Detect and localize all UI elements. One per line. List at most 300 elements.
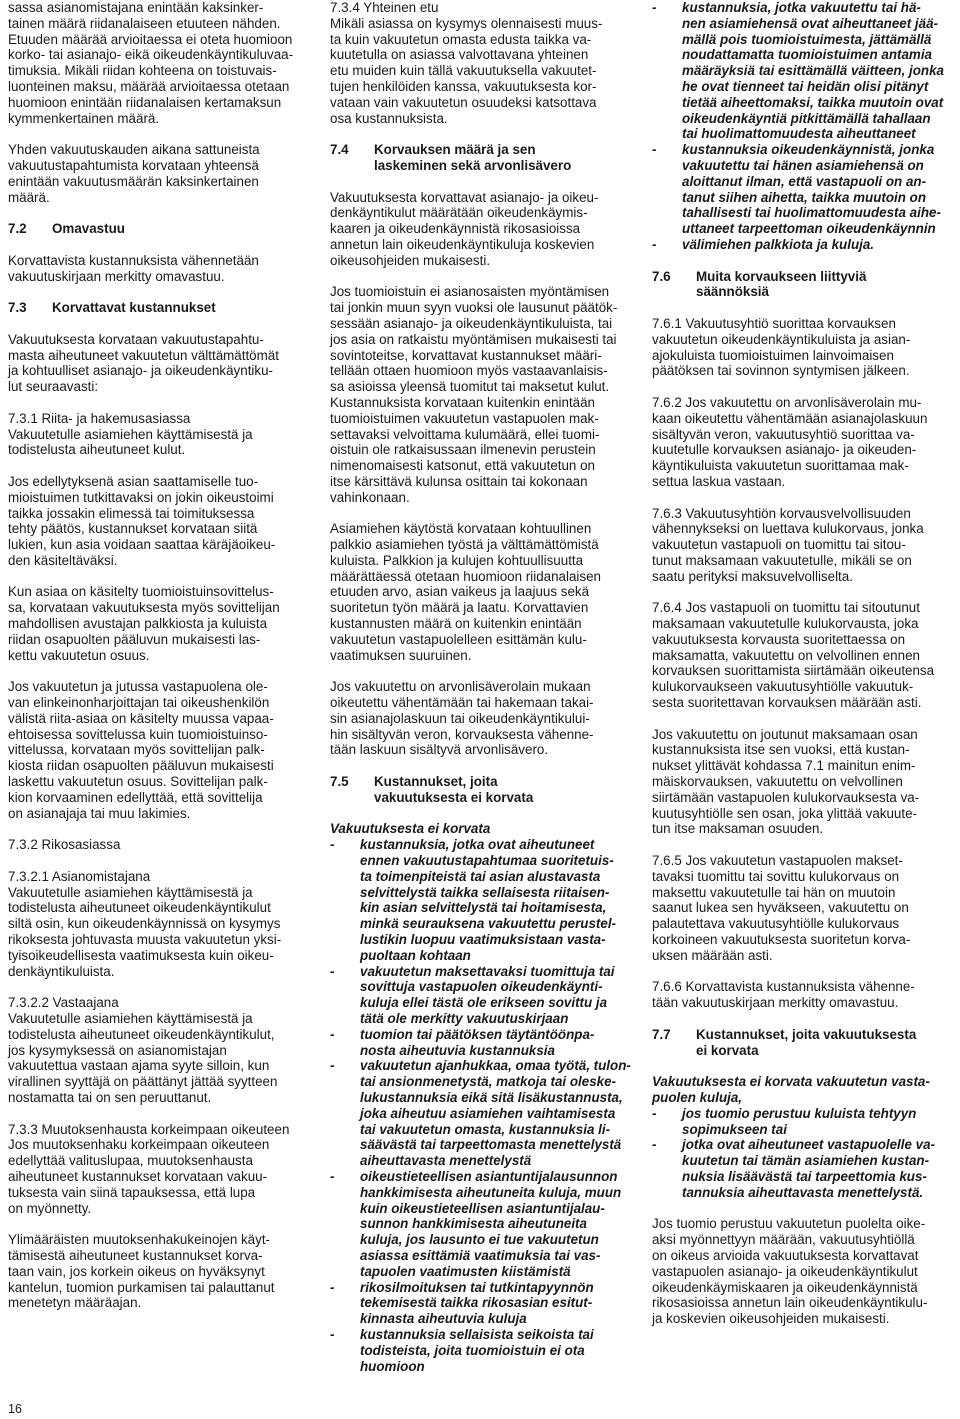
paragraph — [652, 853, 956, 964]
list-item — [652, 0, 956, 142]
text-line: tyisoikeudellisesta vaatimuksesta kuin oikeu- — [8, 947, 274, 963]
paragraph — [652, 1216, 956, 1327]
text-line: tai vakuutetun omasta, kustannuksia li- — [360, 1121, 611, 1137]
text-line: sa, korvataan vakuutuksesta myös sovittelijan — [8, 600, 280, 616]
section-number: 7.4 — [330, 142, 349, 158]
text-line: tahallisesti tai huolimattomuudesta aihe- — [682, 205, 941, 221]
text-line: vakuutetun oikeudenkäyntikuluista ja asian- — [652, 331, 911, 347]
opponent-cost-list — [652, 1106, 956, 1201]
text-line: maksettu vakuutetulle tai hän on muutoin — [652, 884, 896, 900]
text-line: tämisestä aiheutuneet kustannukset korva- — [8, 1247, 263, 1263]
text-line: Asiamiehen käytöstä korvataan kohtuullinen — [330, 521, 592, 537]
text-line: 7.6.1 Vakuutusyhtiö suorittaa korvauksen — [652, 315, 896, 331]
section-title — [374, 142, 571, 174]
text-line: tietää aiheettomaksi, taikka muutoin ovat — [682, 94, 944, 110]
text-line: kuluja, jos lausunto ei tue vakuutetun — [360, 1232, 599, 1248]
text-line: sassa asianomistajana enintään kaksinker- — [8, 0, 264, 15]
text-line: tellään ottaen huomioon myös vastaavanlaisis- — [330, 363, 608, 379]
text-line: 7.3.2.1 Asianomistajana — [8, 868, 151, 884]
text-line: ja koskevien oikeusohjeiden mukaisesti. — [652, 1311, 890, 1327]
text-line: todistelusta aiheutuneet kulut. — [8, 442, 186, 458]
paragraph — [8, 142, 306, 205]
text-line: Etuuden määrää arvioitaessa ei oteta huomioon — [8, 31, 293, 47]
list-item — [330, 1058, 632, 1169]
text-line: kustannuksia, jotka ovat aiheutuneet — [360, 837, 595, 853]
text-line: todisteista, joita tuomioistuin ei ota — [360, 1342, 585, 1358]
paragraph — [652, 979, 956, 1011]
paragraph — [330, 521, 632, 663]
dash-bullet: - — [330, 837, 335, 853]
text-line: tannuksia aiheuttavasta menettelystä. — [682, 1184, 924, 1200]
text-line: huomioon — [360, 1358, 425, 1374]
list-item-text — [360, 1027, 632, 1059]
text-line: jotka ovat aiheutuneet vastapuolelle va- — [682, 1137, 936, 1153]
text-line: sesta suoritettavan korvauksen määrään asti. — [652, 695, 922, 711]
text-line: tuomion tai päätöksen täytäntöönpa- — [360, 1026, 595, 1042]
text-line: he ovat tienneet tai heidän olisi pitänyt — [682, 78, 929, 94]
text-line: kaaren ja oikeudenkäynnistä rikosasioissa — [330, 221, 581, 237]
text-line: uttaneet tarpeettoman oikeudenkäynnin — [682, 221, 936, 237]
text-line: tekemisestä taikka rikosasian esitut- — [360, 1295, 593, 1311]
text-line: Vakuutuksesta korvattavat asianajo- ja oikeu- — [330, 189, 599, 205]
paragraph — [330, 190, 632, 269]
text-line: kustannuksista itse sen vuoksi, että kustan- — [652, 742, 910, 758]
paragraph — [8, 411, 306, 458]
title-line: Muita korvaukseen liittyviä — [696, 268, 867, 284]
text-line: kuluja ellei tästä ole erikseen sovittu ja — [360, 995, 608, 1011]
text-line: luonteinen maksu, määrää arvioitaessa otetaan — [8, 78, 290, 94]
list-item — [652, 1106, 956, 1138]
text-line: tavaksi tuomittu tai sovittu kulukorvaus on — [652, 868, 900, 884]
list-item-text — [682, 1106, 956, 1138]
section-heading-7-3 — [8, 300, 306, 316]
list-item — [330, 837, 632, 963]
text-line: vakuutetun ajanhukkaa, omaa työtä, tulon- — [360, 1058, 631, 1074]
dash-bullet: - — [330, 1279, 335, 1295]
text-line: kuutusyhtiölle sen osan, joka ylittää vakuute- — [652, 805, 917, 821]
text-line: määräyksiä tai esittämällä väitteen, jonka — [682, 63, 945, 79]
text-line: denkäyntikuluista. — [8, 963, 115, 979]
text-line: aksi myönnettyyn määrään, vakuutusyhtiöllä — [652, 1232, 915, 1248]
text-line: itse kärsittävä kulunsa osittain tai kokonaan — [330, 473, 588, 489]
paragraph — [8, 679, 306, 821]
section-title — [374, 774, 533, 806]
text-line: taikka jossakin elimessä tai toimituksessa — [8, 505, 255, 521]
list-item-text — [360, 964, 632, 1027]
text-line: Kustannuksista korvataan kuitenkin enintään — [330, 394, 596, 410]
text-line: vakuutetun vastapuolelleen esittämän kulu- — [330, 631, 587, 647]
text-line: Yhden vakuutuskauden aikana sattuneista — [8, 142, 260, 158]
dash-bullet: - — [330, 1326, 335, 1342]
text-line: tujen henkilöiden kanssa, vakuutuksesta kor- — [330, 78, 597, 94]
text-line: aloittanut ilman, että vastapuoli on an- — [682, 173, 927, 189]
text-line: vastapuolen asianajo- ja oikeudenkäyntikulut — [652, 1263, 918, 1279]
text-line: oikeudenkäymiskaaren ja oikeudenkäynnistä — [652, 1279, 918, 1295]
text-line: osa kustannuksista. — [330, 110, 448, 126]
section-title — [696, 1027, 916, 1059]
text-line: suoritetun työn määrä ja laatu. Korvattavien — [330, 600, 589, 616]
text-line: kin asian selvittelystä tai hoitamisesta, — [360, 900, 607, 916]
dash-bullet: - — [652, 1105, 657, 1121]
text-line: ta toimenpiteistä tai asian alustavasta — [360, 868, 601, 884]
title-line: vakuutuksesta ei korvata — [374, 789, 534, 805]
paragraph — [652, 727, 956, 838]
title-line: Kustannukset, joita — [374, 774, 498, 790]
section-heading-7-4 — [330, 142, 632, 174]
list-item-text — [360, 1169, 632, 1280]
list-item — [330, 1327, 632, 1374]
title-line: Kustannukset, joita vakuutuksesta — [696, 1026, 917, 1042]
text-line: 7.6.3 Vakuutusyhtiön korvausvelvollisuuden — [652, 505, 911, 521]
text-line: Korvattavista kustannuksista vähennetään — [8, 252, 259, 268]
section-number: 7.5 — [330, 774, 349, 790]
text-line: vaatimuksen suuruinen. — [330, 647, 472, 663]
text-line: kettu vakuutetun osuus. — [8, 647, 150, 663]
text-line: määrä. — [8, 189, 50, 205]
text-line: oikeudenkäyntiä pitkittämällä tahallaan — [682, 110, 931, 126]
paragraph — [652, 316, 956, 379]
text-line: vahinkonaan. — [330, 489, 410, 505]
text-line: annetun lain oikeudenkäyntikuluja koskevien — [330, 236, 595, 252]
paragraph — [8, 995, 306, 1106]
text-line: 7.6.4 Jos vastapuoli on tuomittu tai sitoutunut — [652, 600, 920, 616]
text-line: puolen kuluja, — [652, 1089, 743, 1105]
text-line: 7.3.2 Rikosasiassa — [8, 837, 121, 853]
text-line: kinnasta aiheutuvia kuluja — [360, 1311, 527, 1327]
text-line: kuutetun tai tämän asiamiehen kustan- — [682, 1153, 930, 1169]
text-line: Jos vakuutettu on arvonlisäverolain mukaan — [330, 679, 591, 695]
text-line: tuomioistuimen vakuutetun vastapuolen mak- — [330, 410, 599, 426]
text-line: maksamatta, vakuutettu on velvollinen ennen — [652, 647, 920, 663]
text-line: kion korvaaminen edellyttää, että sovittelija — [8, 789, 263, 805]
text-line: tään vakuutuskirjaan merkitty omavastuu. — [652, 995, 899, 1011]
text-line: hankkimisesta aiheutuneita kuluja, muun — [360, 1184, 622, 1200]
text-line: välimiehen palkkiota ja kuluja. — [682, 236, 875, 252]
text-line: korkoineen vakuutuksesta suoritetun korva- — [652, 932, 911, 948]
text-line: 7.3.2.2 Vastaajana — [8, 995, 119, 1011]
dash-bullet: - — [652, 236, 657, 252]
list-item-text — [682, 1137, 956, 1200]
text-line: Jos edellytyksenä asian saattamiselle tuo- — [8, 473, 259, 489]
text-line: Vakuutetulle asiamiehen käyttämisestä ja — [8, 1011, 253, 1026]
text-line: välistä riita-asiaa on käsitelty muussa vapaa- — [8, 710, 274, 726]
text-line: huomioon enintään riidanalaisen kertamaksun — [8, 94, 282, 110]
text-line: denkäyntikulut määrätään oikeudenkäymis- — [330, 205, 588, 221]
text-line: settavaksi velvoittama kulumäärä, ellei tuomi- — [330, 426, 600, 442]
text-line: lukustannuksia eikä sitä lisäkustannusta, — [360, 1089, 623, 1105]
text-line: vakuutuskirjaan merkitty omavastuu. — [8, 268, 225, 284]
paragraph — [330, 284, 632, 505]
section-title — [696, 269, 866, 301]
text-line: 7.6.6 Korvattavista kustannuksista vähenne- — [652, 979, 915, 995]
section-number: 7.3 — [8, 300, 27, 316]
column-left — [8, 0, 306, 1327]
exclusion-list-continued — [652, 0, 956, 253]
section-number: 7.2 — [8, 221, 27, 237]
text-line: uksen määrään asti. — [652, 947, 773, 963]
paragraph — [8, 869, 306, 980]
text-line: kustannuksia, jotka vakuutettu tai hä- — [682, 0, 921, 15]
text-line: kuin oikeustieteellisen asiantuntijalau- — [360, 1200, 605, 1216]
text-line: aiheutuneet kustannukset korvataan vakuu- — [8, 1168, 268, 1184]
text-line: laskettu vakuutetun osuus. Sovittelijan palk- — [8, 774, 268, 790]
text-line: den käsiteltäväksi. — [8, 552, 118, 568]
text-line: säävästä tai tarpeettomasta menettelystä — [360, 1137, 622, 1153]
text-line: masta aiheutuneet vakuutetun välttämättömät — [8, 347, 279, 363]
text-line: rikosilmoituksen tai tutkintapyynnön — [360, 1279, 594, 1295]
text-line: puoltaan kohtaan — [360, 947, 471, 963]
text-line: 7.6.2 Jos vakuutettu on arvonlisäverolain mu- — [652, 394, 922, 410]
text-line: vakuutetun vastapuoli on tuomittu tai sitou- — [652, 537, 906, 553]
text-line: Vakuutetulle asiamiehen käyttämisestä ja — [8, 884, 253, 900]
text-line: mahdollisen avustajan palkkiosta ja kuluista — [8, 616, 268, 632]
text-line: kustannusten määrä on kuitenkin enintään — [330, 616, 582, 632]
text-line: tainen määrä riidanalaiseen etuuteen nähden. — [8, 15, 281, 31]
text-line: palkkio asiamiehen työstä ja välttämättömistä — [330, 537, 599, 553]
list-item — [330, 964, 632, 1027]
text-line: kulukorvaukseen vakuutusyhtiölle vakuutuk- — [652, 679, 914, 695]
text-line: nuksia lisäävästä tai tarpeettomia kus- — [682, 1168, 927, 1184]
text-line: jos kysymyksessä on asianomistajan — [8, 1042, 227, 1058]
text-line: kuutetulle korvauksen asianajo- ja oikeuden- — [652, 442, 917, 458]
text-line: tun itse maksaman osuuden. — [652, 821, 824, 837]
paragraph — [8, 253, 306, 285]
text-line: 7.6.5 Jos vakuutetun vastapuolen makset- — [652, 853, 903, 869]
text-line: mäiskorvauksen, vakuutettu on velvollinen — [652, 774, 903, 790]
text-line: ennen vakuutustapahtumaa suoritetuis- — [360, 853, 614, 869]
text-line: nen asiamiehensä ovat aiheuttaneet jää- — [682, 15, 939, 31]
text-line: riidan osapuolten pääluvun mukaisesti las- — [8, 631, 261, 647]
text-line: kustannuksia oikeudenkäynnistä, jonka — [682, 142, 935, 158]
paragraph — [8, 332, 306, 395]
section-heading-7-2 — [8, 221, 306, 237]
text-line: korvauksen suorittamista siirtämään oikeutensa — [652, 663, 935, 679]
text-line: vittelussa, korvataan myös sovittelijan palk- — [8, 742, 265, 758]
text-line: edellyttää valituslupaa, muutoksenhausta — [8, 1153, 253, 1169]
text-line: 7.3.3 Muutoksenhausta korkeimpaan oikeuteen — [8, 1121, 290, 1137]
text-line: sin asianajolaskuun tai oikeudenkäyntikului- — [330, 710, 590, 726]
text-line: oikeutettu vähentämään tai hakemaan takai- — [330, 695, 594, 711]
list-item-text — [682, 142, 956, 237]
text-line: hin sisältyvän veron, korvauksesta vähenne- — [330, 726, 594, 742]
section-number: 7.6 — [652, 268, 671, 284]
text-line: Vakuutuksesta korvataan vakuutustapahtu- — [8, 331, 264, 347]
list-item-text — [360, 1280, 632, 1327]
text-line: palautettava vakuutusyhtiölle kulukorvaus — [652, 916, 900, 932]
paragraph — [8, 584, 306, 663]
text-line: Vakuutetulle asiamiehen käyttämisestä ja — [8, 426, 253, 442]
text-line: sovintoteitse, korvattavat kustannukset määri- — [330, 347, 602, 363]
text-line: vakuutettu tai hänen asiamiehensä on — [682, 157, 924, 173]
list-item — [330, 1027, 632, 1059]
text-line: tai ansionmenetystä, matkoja tai oleske- — [360, 1074, 617, 1090]
section-title: Omavastuu — [52, 221, 125, 237]
text-line: todistelusta aiheutuneet oikeudenkäyntikulut, — [8, 1026, 275, 1042]
list-item — [652, 237, 956, 253]
text-line: kantelun, tuomion purkamisen tai palauttanut — [8, 1279, 275, 1295]
text-line: vakuutuksesta korvausta suoritettaessa on — [652, 631, 906, 647]
paragraph — [8, 837, 306, 853]
text-line: kuutetulla on asiassa valvottavana yhteinen — [330, 47, 589, 63]
section-number: 7.7 — [652, 1026, 671, 1042]
text-line: Vakuutuksesta ei korvata vakuutetun vasta- — [652, 1074, 930, 1090]
text-line: on oikeus arvioida vakuutuksesta korvattavat — [652, 1247, 919, 1263]
text-line: ajokuluista tuomioistuimen lainvoimaisen — [652, 347, 894, 363]
dash-bullet: - — [330, 1168, 335, 1184]
text-line: nukset ylittävät kohdassa 7.1 mainitun enim- — [652, 758, 916, 774]
section-heading-7-7 — [652, 1027, 956, 1059]
text-line: nostamatta tai on sen peruuttanut. — [8, 1089, 212, 1105]
section-heading-7-6 — [652, 269, 956, 301]
list-item — [330, 1280, 632, 1327]
text-line: van elinkeinonharjoittajan tai oikeushenkilön — [8, 695, 270, 711]
text-line: jos asia on ratkaistu myöntämisen mukaisesti tai — [330, 331, 617, 347]
text-line: lustikin luopuu vaatimuksistaan vasta- — [360, 932, 606, 948]
list-item-text — [360, 837, 632, 963]
text-line: kuluista. Palkkion ja kulujen kohtuullisuutta — [330, 552, 584, 568]
text-line: jos tuomio perustuu kuluista tehtyyn — [682, 1105, 917, 1121]
text-line: lukien, kun asia voidaan saattaa käräjäoikeu- — [8, 537, 276, 553]
paragraph — [8, 1232, 306, 1311]
text-line: vähennykseksi on luettava kulukorvaus, jonka — [652, 521, 924, 537]
dash-bullet: - — [330, 963, 335, 979]
exclusion-list — [330, 837, 632, 1374]
text-line: kaan oikeutettu vähentämään asianajolaskuun — [652, 410, 928, 426]
paragraph — [652, 395, 956, 490]
text-line: vakuutettua vastaan ajama syyte silloin, kun — [8, 1058, 270, 1074]
text-line: asiassa esittämiä vaatimuksia tai vas- — [360, 1247, 601, 1263]
text-line: tätä ole merkitty vakuutuskirjaan — [360, 1011, 569, 1026]
text-line: on asianajaja tai muu lakimies. — [8, 805, 191, 821]
dash-bullet: - — [330, 1058, 335, 1074]
text-line: määrättäessä otetaan huomioon riidanalaisen — [330, 568, 601, 584]
text-line: minkä seurauksena vakuutettu perustel- — [360, 916, 616, 932]
text-line: oikeusohjeiden mukaisesti. — [330, 252, 491, 268]
text-line: mioistuimen tutkittavaksi on jokin oikeustoimi — [8, 489, 274, 505]
text-line: kymmenkertainen määrä. — [8, 110, 160, 126]
text-line: etu muiden kuin tällä vakuutuksella vakuutet- — [330, 63, 597, 79]
section-title: Korvattavat kustannukset — [52, 300, 216, 316]
list-item-text — [360, 1327, 632, 1374]
text-line: tai jonkin muun syyn vuoksi ole lausunut päätök- — [330, 300, 618, 316]
text-line: rikosasioissa annetun lain oikeudenkäyntikulu- — [652, 1295, 928, 1311]
text-line: saatu perityksi maksuvelvolliselta. — [652, 568, 853, 584]
text-line: Jos muutoksenhaku korkeimpaan oikeuteen — [8, 1137, 270, 1153]
text-line: sisältyvän veron, vakuutusyhtiö suorittaa va- — [652, 426, 915, 442]
text-line: noudattamatta tuomioistuimen antamia — [682, 47, 932, 63]
text-line: sopimukseen tai — [682, 1121, 787, 1137]
text-line: todistelusta aiheutuneet oikeudenkäyntikulut — [8, 900, 271, 916]
text-line: sunnon hankkimisesta aiheutuneita — [360, 1216, 587, 1232]
section-heading-7-5 — [330, 774, 632, 806]
text-line: rikoksesta johtuvasta muusta vakuutetun yksi- — [8, 932, 282, 948]
paragraph — [8, 474, 306, 569]
text-line: oikeustieteellisen asiantuntijalausunnon — [360, 1168, 618, 1184]
text-line: menetetyn määräajan. — [8, 1295, 142, 1311]
text-line: joka aiheutuu asiamiehen vaihtamisesta — [360, 1105, 616, 1121]
text-line: Jos tuomio perustuu vakuutetun puolelta oike- — [652, 1216, 926, 1232]
paragraph — [652, 506, 956, 585]
text-line: Ylimääräisten muutoksenhakukeinojen käyt- — [8, 1232, 271, 1248]
text-line: Kun asiaa on käsitelty tuomioistuinsovittelus- — [8, 584, 274, 600]
text-line: käyntikuluista vakuutetun suorittamaa mak- — [652, 458, 909, 474]
text-line: sessään asianajo- ja oikeudenkäyntikuluista, tai — [330, 315, 613, 331]
text-line: vataan vain vakuutetun osuudeksi katsottava — [330, 94, 597, 110]
text-line: taan vain, jos korkein oikeus on hyväksynyt — [8, 1263, 265, 1279]
text-line: tunut maksamaan vakuutetulle, mikäli se on — [652, 552, 912, 568]
text-line: ja kohtuulliset asianajo- ja oikeudenkäyntiku- — [8, 363, 273, 379]
text-line: maksamaan vakuutetulle kulukorvausta, joka — [652, 616, 919, 632]
title-line: laskeminen sekä arvonlisävero — [374, 157, 572, 173]
text-line: lut seuraavasti: — [8, 379, 99, 395]
title-line: Korvauksen määrä ja sen — [374, 142, 536, 158]
text-line: aiheuttavasta menettelystä — [360, 1153, 532, 1169]
text-line: Jos vakuutetun ja jutussa vastapuolena ole- — [8, 679, 268, 695]
text-line: mällä pois tuomioistuimesta, jättämällä — [682, 31, 932, 47]
list-item — [652, 1137, 956, 1200]
column-right — [652, 0, 956, 1343]
text-line: on myönnetty. — [8, 1200, 92, 1216]
paragraph — [330, 679, 632, 758]
text-line: 7.3.4 Yhteinen etu — [330, 0, 439, 15]
paragraph — [8, 1122, 306, 1217]
text-line: tapuolen vaatimusten kiistämistä — [360, 1263, 571, 1279]
text-line: oistuin ole ratkaisussaan ilmenevin perustein — [330, 442, 596, 458]
text-line: tuksesta vain siinä tapauksessa, että lupa — [8, 1184, 256, 1200]
text-line: päätöksen tai sovinnon syntymisen jälkeen. — [652, 363, 910, 379]
paragraph — [652, 600, 956, 711]
dash-bullet: - — [652, 1137, 657, 1153]
text-line: 7.3.1 Riita- ja hakemusasiassa — [8, 410, 191, 426]
text-line: vakuutetun maksettavaksi tuomittuja tai — [360, 963, 615, 979]
list-item — [652, 142, 956, 237]
list-item-text — [682, 0, 956, 142]
text-line: Jos vakuutettu on joutunut maksamaan osan — [652, 726, 918, 742]
dash-bullet: - — [652, 142, 657, 158]
text-line: siltä osin, kun oikeudenkäynnissä on kysymys — [8, 916, 281, 932]
text-line: enintään vakuutusmäärän kaksinkertainen — [8, 173, 259, 189]
text-line: nimenomaisesti katsonut, että vakuutetun on — [330, 458, 595, 474]
text-line: kustannuksia sellaisista seikoista tai — [360, 1326, 594, 1342]
paragraph — [8, 0, 306, 126]
text-line: sovittuja vastapuolen oikeudenkäynti- — [360, 979, 603, 995]
text-line: Mikäli asiassa on kysymys olennaisesti muus- — [330, 15, 603, 31]
dash-bullet: - — [330, 1026, 335, 1042]
text-line: siirtämään vastapuolen kulukorvauksesta va- — [652, 789, 920, 805]
text-line: kiosta riidan osapuolten pääluvun mukaisesti — [8, 758, 274, 774]
title-line: ei korvata — [696, 1042, 759, 1058]
text-line: virallinen syyttäjä on päättänyt jättää syytteen — [8, 1074, 278, 1090]
list-item-text — [682, 237, 956, 253]
list-item-text — [360, 1058, 632, 1169]
text-line: timuksia. Mikäli riidan kohteena on toistuvais- — [8, 63, 277, 79]
text-line: ta kuin vakuutetun omasta edusta taikka va- — [330, 31, 592, 47]
list-lead — [652, 1074, 956, 1106]
text-line: tai huolimattomuudesta aiheuttaneet — [682, 126, 916, 142]
list-lead: Vakuutuksesta ei korvata — [330, 821, 491, 837]
text-line: Jos tuomioistuin ei asianosaisten myöntämisen — [330, 284, 610, 300]
text-line: settua laskua vastaan. — [652, 473, 786, 489]
text-line: nosta aiheutuvia kustannuksia — [360, 1042, 555, 1058]
text-line: selvittelystä taikka sellaisesta riitaisen- — [360, 884, 610, 900]
title-line: säännöksiä — [696, 284, 769, 300]
dash-bullet: - — [652, 0, 657, 15]
page-number: 16 — [8, 1402, 22, 1416]
text-line: etuuden arvo, asian vaikeus ja laajuus sekä — [330, 584, 590, 600]
text-line: tanut siihen aihetta, taikka muutoin on — [682, 189, 927, 205]
list-item — [330, 1169, 632, 1280]
text-line: korko- tai asianajo- eikä oikeudenkäyntikuluvaa- — [8, 47, 294, 63]
